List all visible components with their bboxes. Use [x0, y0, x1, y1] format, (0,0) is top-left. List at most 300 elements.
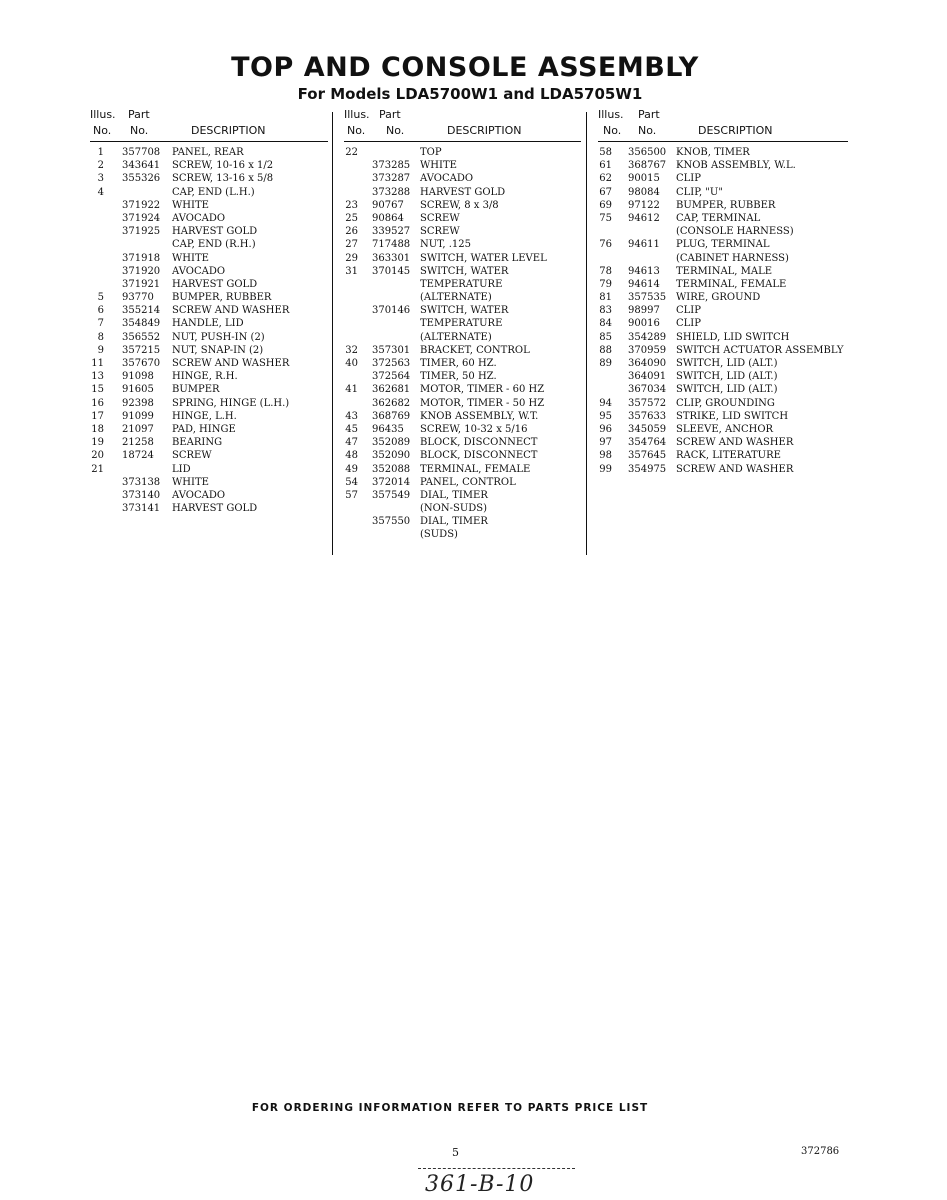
- parts-row: [344, 317, 581, 330]
- parts-row: [344, 278, 581, 291]
- parts-row: [90, 199, 328, 212]
- part-number: 94613: [628, 265, 660, 277]
- parts-row: [344, 515, 581, 528]
- part-description: NUT, .125: [420, 239, 472, 251]
- parts-row: [344, 291, 581, 304]
- part-number: 90016: [628, 318, 660, 330]
- part-description: SCREW, 10-16 x 1/2: [172, 160, 274, 172]
- part-description: SCREW: [420, 226, 460, 238]
- header-description: DESCRIPTION: [698, 124, 773, 137]
- part-number: 364090: [628, 358, 667, 369]
- parts-row: [344, 463, 581, 476]
- illus-number: 85: [599, 331, 612, 343]
- part-number: 373285: [372, 160, 411, 172]
- part-number: 357549: [372, 489, 411, 501]
- part-description: SCREW, 10-32 x 5/16: [420, 423, 528, 435]
- part-description: WHITE: [172, 476, 209, 488]
- part-number: 370959: [628, 344, 667, 356]
- parts-row: [344, 238, 581, 251]
- parts-row: [598, 370, 848, 383]
- parts-row: [598, 199, 848, 212]
- part-number: 356500: [628, 147, 667, 158]
- parts-row: [598, 436, 848, 449]
- part-number: 98084: [628, 186, 660, 198]
- illus-number: 81: [599, 292, 612, 304]
- part-description: TOP: [420, 147, 442, 158]
- part-description: PLUG, TERMINAL: [676, 239, 770, 251]
- part-number: 372563: [372, 358, 411, 369]
- column-header: [90, 108, 328, 142]
- parts-row: [344, 225, 581, 238]
- part-number: 371925: [122, 226, 161, 238]
- part-number: 357550: [372, 516, 411, 528]
- part-description: RACK, LITERATURE: [676, 450, 781, 462]
- part-description: HARVEST GOLD: [420, 186, 506, 198]
- part-description: HINGE, L.H.: [172, 410, 237, 422]
- part-description: SWITCH, WATER: [420, 305, 509, 317]
- parts-column-1: [90, 108, 328, 515]
- part-number: 354975: [628, 463, 667, 475]
- part-description: SCREW, 8 x 3/8: [420, 199, 499, 211]
- part-number: 373287: [372, 173, 411, 185]
- illus-number: 8: [97, 331, 104, 343]
- parts-row: [598, 238, 848, 251]
- part-number: 363301: [372, 252, 411, 264]
- parts-row: [598, 225, 848, 238]
- illus-number: 88: [599, 344, 612, 356]
- parts-row: [598, 463, 848, 476]
- parts-row: [344, 502, 581, 515]
- parts-row: [598, 278, 848, 291]
- part-description: SCREW AND WASHER: [676, 437, 794, 449]
- part-description: SWITCH ACTUATOR ASSEMBLY: [676, 344, 844, 356]
- part-description: BUMPER: [172, 384, 220, 396]
- parts-row: [90, 463, 328, 476]
- part-description: BLOCK, DISCONNECT: [420, 450, 538, 462]
- part-description: DIAL, TIMER: [420, 516, 488, 528]
- handwritten-code: 361-B-10: [425, 1172, 535, 1197]
- part-number: 352089: [372, 437, 411, 449]
- parts-row: [598, 265, 848, 278]
- part-number: 18724: [122, 450, 154, 462]
- part-number: 371920: [122, 265, 161, 277]
- parts-row: [598, 172, 848, 185]
- part-description: AVOCADO: [172, 265, 226, 277]
- illus-number: 43: [345, 410, 358, 422]
- part-description: KNOB, TIMER: [676, 147, 750, 158]
- illus-number: 31: [345, 265, 358, 277]
- parts-row: [598, 291, 848, 304]
- part-number: 91605: [122, 384, 154, 396]
- part-description: CAP, TERMINAL: [676, 212, 761, 224]
- part-description: PAD, HINGE: [172, 423, 236, 435]
- part-number: 364091: [628, 371, 667, 383]
- parts-row: [90, 331, 328, 344]
- parts-row: [598, 344, 848, 357]
- page-number: 5: [452, 1146, 459, 1159]
- parts-row: [90, 489, 328, 502]
- part-number: 94614: [628, 278, 660, 290]
- part-number: 21097: [122, 423, 154, 435]
- part-number: 357633: [628, 410, 667, 422]
- illus-number: 2: [97, 160, 104, 172]
- part-description: HARVEST GOLD: [172, 278, 258, 290]
- parts-row: [598, 383, 848, 396]
- column-divider: [332, 112, 333, 555]
- parts-row: [90, 265, 328, 278]
- part-description: NUT, PUSH-IN (2): [172, 331, 265, 343]
- part-number: 357215: [122, 344, 161, 356]
- illus-number: 5: [97, 292, 104, 304]
- part-description: WHITE: [172, 199, 209, 211]
- part-number: 370146: [372, 305, 411, 317]
- parts-row: [90, 383, 328, 396]
- part-description: MOTOR, TIMER - 60 HZ: [420, 384, 545, 396]
- part-description: SLEEVE, ANCHOR: [676, 423, 774, 435]
- part-description: CLIP: [676, 305, 701, 317]
- illus-number: 3: [97, 173, 104, 185]
- parts-row: [598, 410, 848, 423]
- illus-number: 89: [599, 358, 612, 369]
- parts-row: [90, 502, 328, 515]
- illus-number: 83: [599, 305, 612, 317]
- part-number: 372564: [372, 371, 411, 383]
- part-number: 373141: [122, 503, 161, 515]
- header-description: DESCRIPTION: [447, 124, 522, 137]
- illus-number: 11: [91, 358, 104, 369]
- part-number: 371921: [122, 278, 161, 290]
- part-number: 97122: [628, 199, 660, 211]
- parts-row: [344, 252, 581, 265]
- part-description: SWITCH, WATER: [420, 265, 509, 277]
- illus-number: 22: [345, 147, 358, 158]
- illus-number: 58: [599, 147, 612, 158]
- part-description: AVOCADO: [172, 212, 226, 224]
- part-description: CLIP, "U": [676, 186, 723, 198]
- illus-number: 27: [345, 239, 358, 251]
- part-number: 91098: [122, 371, 154, 383]
- part-number: 368769: [372, 410, 411, 422]
- parts-row: [598, 397, 848, 410]
- column-header: [344, 108, 581, 142]
- parts-row: [344, 370, 581, 383]
- part-number: 372014: [372, 476, 411, 488]
- part-description: KNOB ASSEMBLY, W.L.: [676, 160, 796, 172]
- part-number: 92398: [122, 397, 154, 409]
- part-number: 371924: [122, 212, 161, 224]
- part-number: 362681: [372, 384, 411, 396]
- part-description: (ALTERNATE): [420, 331, 492, 343]
- illus-number: 48: [345, 450, 358, 462]
- parts-row: [598, 252, 848, 265]
- illus-number: 98: [599, 450, 612, 462]
- parts-row: [344, 528, 581, 541]
- part-description: TEMPERATURE: [420, 318, 503, 330]
- header-rule: [344, 141, 581, 142]
- illus-number: 49: [345, 463, 358, 475]
- parts-row: [90, 159, 328, 172]
- part-number: 373288: [372, 186, 411, 198]
- header-rule: [90, 141, 328, 142]
- part-number: 357708: [122, 147, 161, 158]
- parts-row: [90, 410, 328, 423]
- part-description: CLIP, GROUNDING: [676, 397, 775, 409]
- part-description: SWITCH, LID (ALT.): [676, 384, 778, 396]
- parts-row: [90, 278, 328, 291]
- parts-row: [344, 265, 581, 278]
- illus-number: 57: [345, 489, 358, 501]
- part-description: HARVEST GOLD: [172, 226, 258, 238]
- parts-row: [598, 317, 848, 330]
- parts-row: [90, 344, 328, 357]
- part-description: AVOCADO: [172, 489, 226, 501]
- illus-number: 21: [91, 463, 104, 475]
- part-description: BLOCK, DISCONNECT: [420, 437, 538, 449]
- illus-number: 19: [91, 437, 104, 449]
- header-part: Part: [638, 108, 660, 121]
- part-description: BUMPER, RUBBER: [172, 292, 272, 304]
- parts-row: [344, 423, 581, 436]
- illus-number: 75: [599, 212, 612, 224]
- part-description: SCREW: [172, 450, 212, 462]
- illus-number: 78: [599, 265, 612, 277]
- part-number: 90864: [372, 212, 404, 224]
- part-description: BRACKET, CONTROL: [420, 344, 530, 356]
- part-description: SCREW AND WASHER: [172, 305, 290, 317]
- parts-row: [90, 423, 328, 436]
- parts-rows: [598, 142, 848, 476]
- parts-row: [344, 159, 581, 172]
- part-description: STRIKE, LID SWITCH: [676, 410, 789, 422]
- part-number: 96435: [372, 423, 404, 435]
- part-description: (CONSOLE HARNESS): [676, 226, 794, 238]
- illus-number: 9: [97, 344, 104, 356]
- illus-number: 29: [345, 252, 358, 264]
- illus-number: 17: [91, 410, 104, 422]
- parts-row: [598, 212, 848, 225]
- parts-column-3: [598, 108, 848, 476]
- part-description: CAP, END (R.H.): [172, 239, 256, 251]
- part-description: BUMPER, RUBBER: [676, 199, 776, 211]
- parts-row: [344, 199, 581, 212]
- parts-row: [344, 344, 581, 357]
- part-number: 21258: [122, 437, 154, 449]
- part-number: 368767: [628, 160, 667, 172]
- parts-row: [90, 172, 328, 185]
- part-number: 94612: [628, 212, 660, 224]
- divider-line: [418, 1168, 575, 1169]
- parts-column-2: [344, 108, 581, 542]
- page-title: TOP AND CONSOLE ASSEMBLY: [231, 52, 699, 83]
- header-illus: Illus.: [90, 108, 116, 121]
- header-part: Part: [128, 108, 150, 121]
- parts-row: [344, 212, 581, 225]
- part-description: TIMER, 60 HZ.: [420, 358, 497, 369]
- part-number: 357645: [628, 450, 667, 462]
- parts-row: [344, 186, 581, 199]
- part-number: 371922: [122, 199, 161, 211]
- part-description: AVOCADO: [420, 173, 474, 185]
- parts-row: [344, 146, 581, 159]
- illus-number: 97: [599, 437, 612, 449]
- illus-number: 20: [91, 450, 104, 462]
- part-description: HARVEST GOLD: [172, 503, 258, 515]
- part-description: SWITCH, WATER LEVEL: [420, 252, 547, 264]
- part-description: BEARING: [172, 437, 223, 449]
- header-part-no: No.: [638, 124, 657, 137]
- part-description: SHIELD, LID SWITCH: [676, 331, 790, 343]
- part-description: LID: [172, 463, 191, 475]
- header-rule: [598, 141, 848, 142]
- part-description: TIMER, 50 HZ.: [420, 371, 497, 383]
- parts-row: [344, 397, 581, 410]
- parts-row: [90, 225, 328, 238]
- parts-row: [90, 238, 328, 251]
- part-number: 354849: [122, 318, 161, 330]
- parts-row: [344, 476, 581, 489]
- header-part-no: No.: [386, 124, 405, 137]
- part-number: 717488: [372, 239, 411, 251]
- parts-row: [598, 159, 848, 172]
- page-subtitle: For Models LDA5700W1 and LDA5705W1: [297, 85, 643, 103]
- parts-row: [90, 317, 328, 330]
- header-illus: Illus.: [344, 108, 370, 121]
- part-number: 339527: [372, 226, 411, 238]
- header-description: DESCRIPTION: [191, 124, 266, 137]
- parts-row: [344, 331, 581, 344]
- illus-number: 95: [599, 410, 612, 422]
- illus-number: 79: [599, 278, 612, 290]
- part-number: 98997: [628, 305, 660, 317]
- parts-row: [90, 291, 328, 304]
- illus-number: 69: [599, 199, 612, 211]
- parts-row: [90, 186, 328, 199]
- parts-row: [90, 304, 328, 317]
- illus-number: 26: [345, 226, 358, 238]
- illus-number: 40: [345, 358, 358, 369]
- part-description: WIRE, GROUND: [676, 292, 761, 304]
- illus-number: 6: [97, 305, 104, 317]
- illus-number: 4: [97, 186, 104, 198]
- part-description: MOTOR, TIMER - 50 HZ: [420, 397, 545, 409]
- illus-number: 41: [345, 384, 358, 396]
- illus-number: 7: [97, 318, 104, 330]
- part-description: PANEL, REAR: [172, 147, 244, 158]
- illus-number: 76: [599, 239, 612, 251]
- header-no: No.: [347, 124, 366, 137]
- parts-row: [598, 449, 848, 462]
- part-description: HANDLE, LID: [172, 318, 244, 330]
- part-number: 357301: [372, 344, 411, 356]
- illus-number: 96: [599, 423, 612, 435]
- parts-row: [598, 357, 848, 370]
- parts-rows: [90, 142, 328, 515]
- part-number: 352090: [372, 450, 411, 462]
- parts-row: [344, 172, 581, 185]
- illus-number: 32: [345, 344, 358, 356]
- parts-row: [598, 331, 848, 344]
- part-number: 373138: [122, 476, 161, 488]
- parts-row: [598, 186, 848, 199]
- part-description: SPRING, HINGE (L.H.): [172, 397, 290, 409]
- part-description: TERMINAL, FEMALE: [420, 463, 531, 475]
- illus-number: 99: [599, 463, 612, 475]
- part-description: SCREW: [420, 212, 460, 224]
- part-description: CAP, END (L.H.): [172, 186, 255, 198]
- parts-row: [90, 476, 328, 489]
- part-description: SCREW, 13-16 x 5/8: [172, 173, 274, 185]
- part-description: DIAL, TIMER: [420, 489, 488, 501]
- part-number: 354764: [628, 437, 667, 449]
- part-number: 373140: [122, 489, 161, 501]
- parts-row: [90, 436, 328, 449]
- part-description: SCREW AND WASHER: [172, 358, 290, 369]
- part-number: 371918: [122, 252, 161, 264]
- illus-number: 18: [91, 423, 104, 435]
- part-number: 343641: [122, 160, 161, 172]
- part-number: 367034: [628, 384, 667, 396]
- part-number: 362682: [372, 397, 411, 409]
- part-description: WHITE: [420, 160, 457, 172]
- part-description: NUT, SNAP-IN (2): [172, 344, 264, 356]
- parts-row: [344, 436, 581, 449]
- parts-row: [90, 397, 328, 410]
- part-number: 91099: [122, 410, 154, 422]
- part-description: HINGE, R.H.: [172, 371, 238, 383]
- part-number: 345059: [628, 423, 667, 435]
- part-number: 354289: [628, 331, 667, 343]
- header-no: No.: [93, 124, 112, 137]
- column-header: [598, 108, 848, 142]
- illus-number: 84: [599, 318, 612, 330]
- illus-number: 16: [91, 397, 104, 409]
- column-divider: [586, 112, 587, 555]
- illus-number: 1: [97, 147, 104, 158]
- parts-row: [344, 410, 581, 423]
- parts-row: [344, 449, 581, 462]
- parts-rows: [344, 142, 581, 542]
- illus-number: 25: [345, 212, 358, 224]
- part-number: 90015: [628, 173, 660, 185]
- illus-number: 47: [345, 437, 358, 449]
- part-description: SCREW AND WASHER: [676, 463, 794, 475]
- part-number: 356552: [122, 331, 161, 343]
- illus-number: 67: [599, 186, 612, 198]
- illus-number: 15: [91, 384, 104, 396]
- header-part: Part: [379, 108, 401, 121]
- part-number: 93770: [122, 292, 154, 304]
- parts-row: [344, 304, 581, 317]
- header-part-no: No.: [130, 124, 149, 137]
- part-description: (CABINET HARNESS): [676, 252, 789, 264]
- illus-number: 13: [91, 371, 104, 383]
- part-description: (SUDS): [420, 529, 458, 541]
- part-description: TERMINAL, MALE: [676, 265, 773, 277]
- part-number: 90767: [372, 199, 404, 211]
- part-description: (NON-SUDS): [420, 503, 488, 515]
- part-number: 352088: [372, 463, 411, 475]
- header-illus: Illus.: [598, 108, 624, 121]
- parts-row: [90, 449, 328, 462]
- parts-row: [90, 252, 328, 265]
- parts-row: [598, 146, 848, 159]
- part-description: KNOB ASSEMBLY, W.T.: [420, 410, 539, 422]
- illus-number: 45: [345, 423, 358, 435]
- part-description: PANEL, CONTROL: [420, 476, 516, 488]
- document-number: 372786: [801, 1146, 840, 1157]
- part-description: CLIP: [676, 173, 701, 185]
- illus-number: 94: [599, 397, 612, 409]
